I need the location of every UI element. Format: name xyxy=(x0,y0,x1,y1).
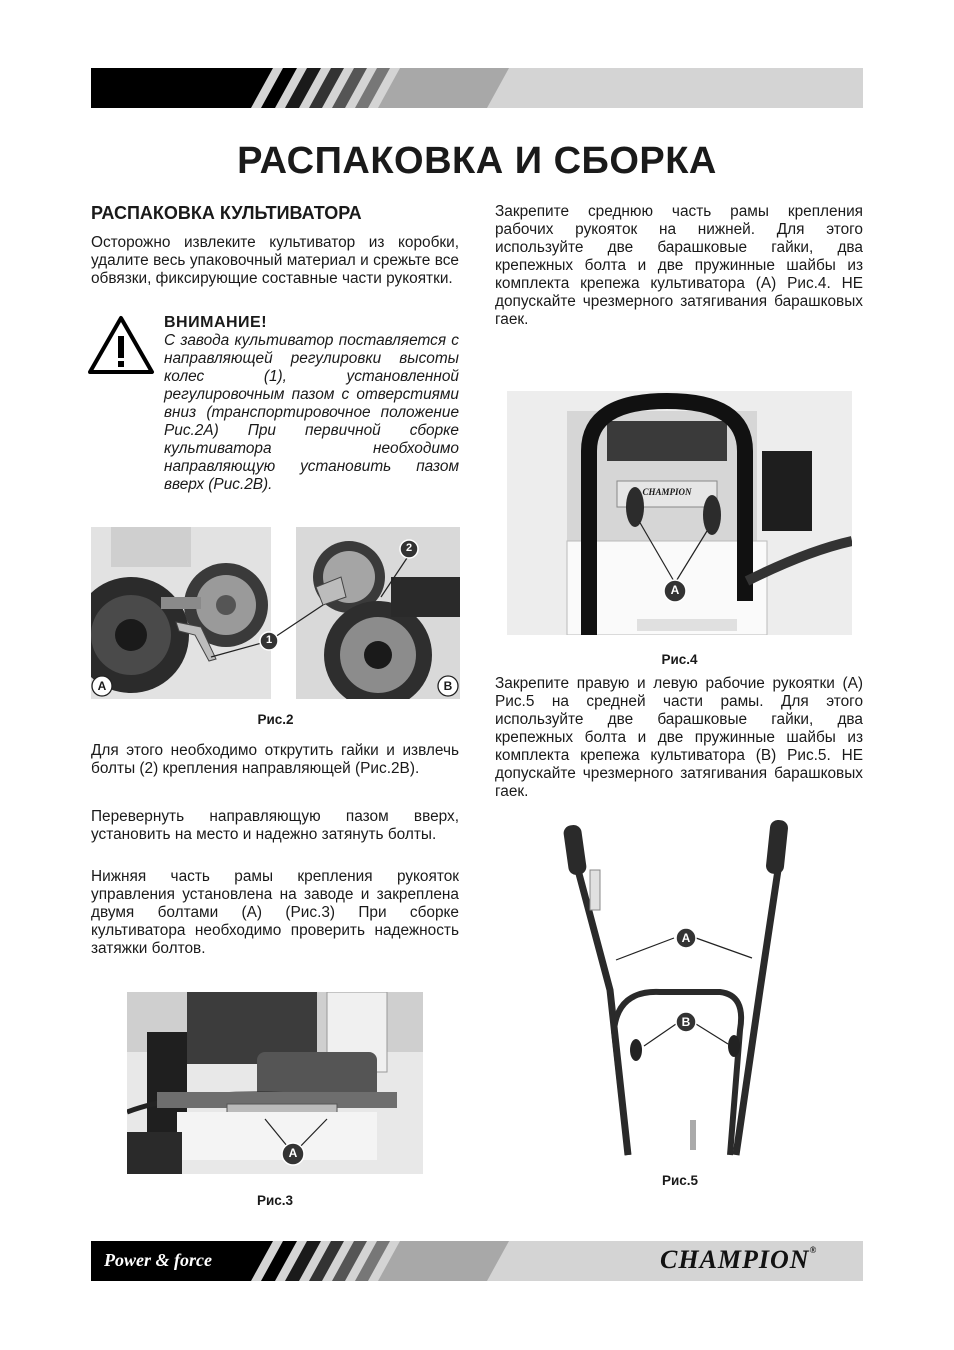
footer-brand: CHAMPION xyxy=(660,1245,810,1274)
paragraph: Перевернуть направляющую пазом вверх, установить на место и надежно затянуть болты. xyxy=(91,808,459,843)
paragraph: Для этого необходимо открутить гайки и извлечь болты (2) крепления направляющей (Рис.2В). xyxy=(91,742,459,777)
figure-3-photo xyxy=(127,992,423,1174)
footer-brand-logo xyxy=(660,1245,817,1275)
fig4-caption: Рис.4 xyxy=(661,652,698,667)
page-title: РАСПАКОВКА И СБОРКА xyxy=(237,140,717,182)
fig2-label-2: 2 xyxy=(405,542,413,554)
fig3-caption: Рис.3 xyxy=(256,1193,294,1208)
footer-registered: ® xyxy=(809,1245,818,1255)
warning-title: ВНИМАНИЕ! xyxy=(164,314,268,331)
figure-2 xyxy=(91,527,460,699)
warning-icon xyxy=(86,314,156,376)
fig5-label-b: B xyxy=(681,1015,691,1029)
fig4-brand: CHAMPION xyxy=(642,487,692,497)
fig5-caption: Рис.5 xyxy=(661,1173,699,1188)
paragraph: Нижняя часть рамы крепления рукояток управления установлена на заводе и закреплена двумя болтами (А) (Рис.3) При сборке культиватора необходимо проверить надежность затяжки болтов. xyxy=(91,868,459,957)
fig2-label-b: B xyxy=(443,679,453,693)
fig4-label-a: A xyxy=(670,583,680,597)
fig3-label-a: A xyxy=(288,1146,298,1160)
warning-text: С завода культиватор поставляется с направляющей регулировки высоты колес (1), установленной регулировочным пазом с отверстиями вниз (транспортировочное положение Рис.2А) При первичной сборке культиватора необходимо направляющую установить пазом вверх (Рис.2В). xyxy=(164,332,459,493)
fig2-label-1: 1 xyxy=(265,634,273,646)
intro-paragraph: Осторожно извлеките культиватор из коробки, удалите весь упаковочный материал и срежьте все обвязки, фиксирующие составные части рукоятки. xyxy=(91,234,459,287)
figure-3 xyxy=(127,992,423,1174)
figure-4 xyxy=(507,391,852,635)
figure-5-photo xyxy=(550,820,810,1160)
paragraph: Закрепите среднюю часть рамы крепления рабочих рукояток на нижней. Для этого используйте две барашковые гайки, два крепежных болта и две пружинные шайбы из комплекта крепежа культиватора (А) Рис.4. НЕ допускайте чрезмерного затягивания барашковых гаек. xyxy=(495,203,863,328)
fig5-label-a: A xyxy=(681,931,691,945)
header-band xyxy=(91,68,863,108)
fig2-caption: Рис.2 xyxy=(257,712,294,727)
figure-4-photo xyxy=(507,391,852,635)
footer-slogan: Power & force xyxy=(104,1250,212,1270)
section-heading: РАСПАКОВКА КУЛЬТИВАТОРА xyxy=(91,203,362,223)
figure-5 xyxy=(550,820,810,1160)
fig2-label-a: A xyxy=(97,679,107,693)
paragraph: Закрепите правую и левую рабочие рукоятки (А) Рис.5 на средней части рамы. Для этого используйте две барашковые гайки, два крепежных болта и две пружинные шайбы из комплекта крепежа культиватора (В) Рис.5. НЕ допускайте чрезмерного затягивания барашковых гаек. xyxy=(495,675,863,800)
